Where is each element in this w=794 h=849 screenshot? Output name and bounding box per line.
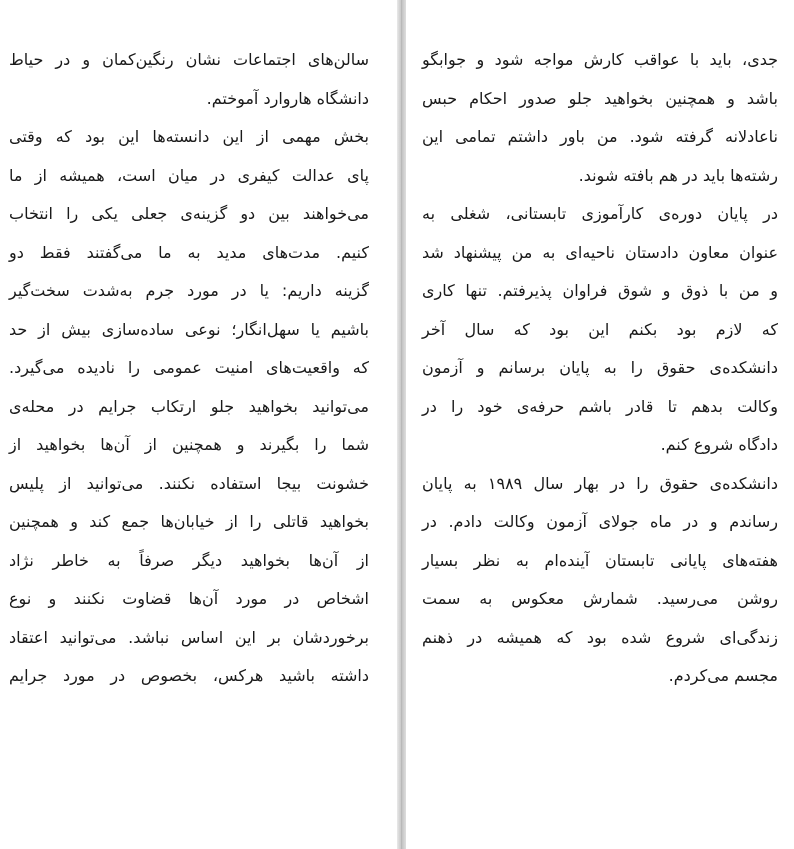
text-line: پای عدالت کیفری در میان است، همیشه از ما xyxy=(9,165,369,185)
text-line: می‌خواهند بین دو گزینه‌ی جعلی یکی را انتخاب xyxy=(9,204,369,223)
text-line: خشونت بیجا استفاده نکنند. می‌توانید از پلیس xyxy=(9,473,369,493)
text-line: دادگاه شروع کنم. xyxy=(660,435,778,454)
text-line: سالن‌های اجتماعات نشان رنگین‌کمان و در حیاط xyxy=(9,50,369,69)
text-line: داشته باشید هرکس، بخصوص در مورد جرایم xyxy=(9,666,369,685)
text-line: که واقعیت‌های امنیت عمومی را نادیده می‌گیرد. xyxy=(9,358,369,377)
text-line: اشخاص در مورد آن‌ها قضاوت نکنند و نوع xyxy=(9,589,369,608)
text-line: روشن می‌رسید. شمارش معکوس به سمت xyxy=(422,589,778,608)
text-line: در پایان دوره‌ی کارآموزی تابستانی، شغلی به xyxy=(422,204,778,223)
text-line: ناعادلانه گرفته شود. من باور داشتم تمامی این xyxy=(422,127,778,146)
right-page xyxy=(406,0,794,849)
text-line: دانشکده‌ی حقوق را به پایان برسانم و آزمون xyxy=(422,358,778,377)
text-line: وکالت بدهم تا قادر باشم حرفه‌ی خود را در xyxy=(422,396,778,416)
right-page-text xyxy=(422,41,778,696)
text-line: و من با ذوق و شوق فراوان پذیرفتم. تنها کاری xyxy=(422,281,778,300)
text-line: رساندم و در ماه جولای آزمون وکالت دادم. در xyxy=(422,512,778,531)
left-page-text xyxy=(9,41,369,696)
text-line: هفته‌های پایانی تابستان آینده‌ام به نظر بسیار xyxy=(422,550,778,570)
book-gutter xyxy=(397,0,406,849)
text-line: جدی، باید با عواقب کارش مواجه شود و جوابگو xyxy=(422,50,778,69)
text-line: مجسم می‌کردم. xyxy=(668,666,778,685)
text-line: کنیم. مدت‌های مدید به ما می‌گفتند فقط دو xyxy=(9,242,369,262)
text-line: شما را بگیرند و همچنین از آن‌ها بخواهید از xyxy=(9,435,369,454)
text-line: برخوردشان بر این اساس نباشد. می‌توانید اعتقاد xyxy=(9,627,369,647)
text-line: عنوان معاون دادستان ناحیه‌ای به من پیشنهاد شد xyxy=(422,242,778,262)
text-line: باشد و همچنین بخواهید جلو صدور احکام حبس xyxy=(422,88,778,108)
text-line: بخش مهمی از این دانسته‌ها این بود که وقتی xyxy=(9,127,369,146)
text-line: بخواهید قاتلی را از خیابان‌ها جمع کند و همچنین xyxy=(9,512,369,531)
text-line: از آن‌ها بخواهید دیگر صرفاً به خاطر نژاد xyxy=(9,550,369,570)
text-line: باشیم یا سهل‌انگار؛ نوعی ساده‌سازی بیش از حد xyxy=(9,319,369,339)
text-line: گزینه داریم: یا در مورد جرم به‌شدت سخت‌گیر xyxy=(9,281,369,300)
text-line: می‌توانید بخواهید جلو ارتکاب جرایم در محله‌ی xyxy=(9,396,369,416)
text-line: رشته‌ها باید در هم بافته شوند. xyxy=(578,165,778,185)
text-line: دانشگاه هاروارد آموختم. xyxy=(206,88,369,108)
text-line: که لازم بود بکنم این بود که سال آخر xyxy=(422,319,778,339)
text-line: زندگی‌ای شروع شده بود که همیشه در ذهنم xyxy=(422,627,778,647)
text-line: دانشکده‌ی حقوق را در بهار سال ۱۹۸۹ به پایان xyxy=(422,473,778,493)
